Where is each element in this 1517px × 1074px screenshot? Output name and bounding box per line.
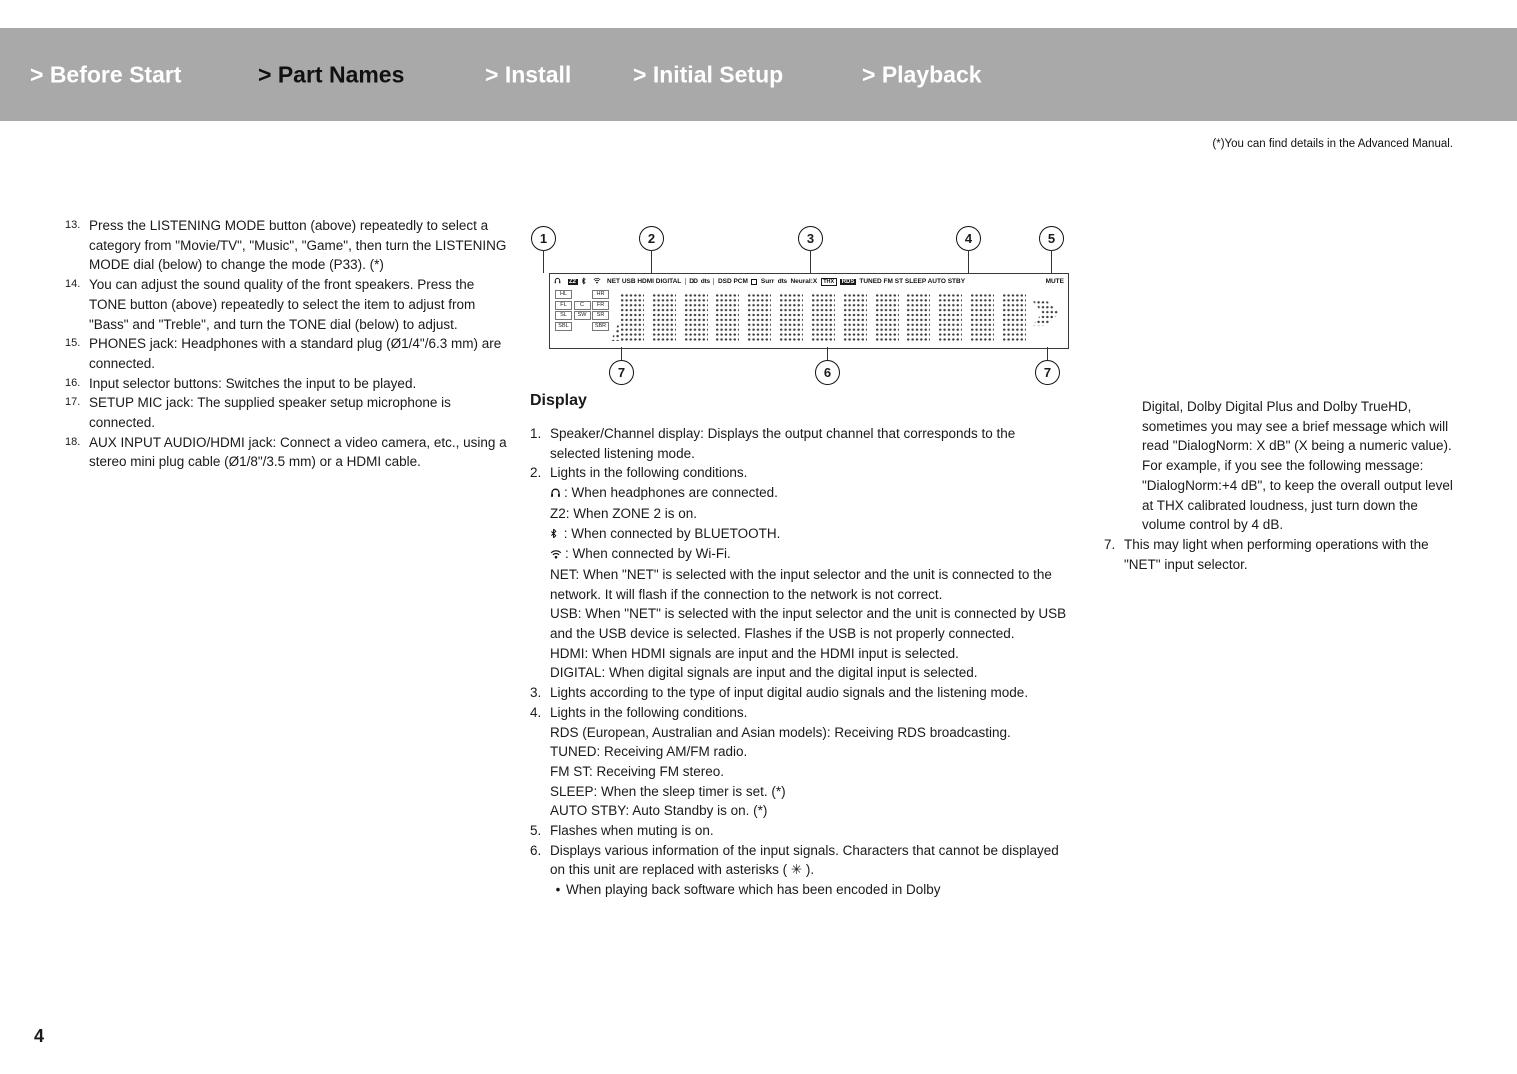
detail-line: : When connected by Wi-Fi. — [550, 544, 1068, 565]
list-item — [530, 463, 1068, 683]
speaker-box: SL — [555, 311, 572, 320]
detail-line: DIGITAL: When digital signals are input and the digital input is selected. — [550, 665, 978, 681]
detail-line: : When connected by BLUETOOTH. — [550, 524, 1068, 545]
list-item-number: 5. — [530, 823, 542, 839]
divider — [685, 278, 686, 285]
speaker-box: C — [574, 301, 591, 310]
nav-part-names: > Part Names — [258, 61, 405, 87]
leader-line — [543, 250, 544, 273]
matrix-char — [715, 293, 739, 341]
list-item — [65, 216, 510, 275]
list-item — [530, 683, 1068, 703]
list-item — [65, 393, 510, 432]
detail-line: HDMI: When HDMI signals are input and the HDMI input is selected. — [550, 645, 959, 661]
list-item — [530, 841, 1068, 900]
list-item-body — [550, 841, 1068, 900]
matrix-char — [652, 293, 676, 341]
front-display-diagram — [528, 222, 1070, 400]
bullet-marker: • — [555, 882, 561, 898]
matrix-char — [620, 293, 644, 341]
list-item-number: 7. — [1104, 536, 1116, 552]
matrix-char — [906, 293, 930, 341]
speaker-gap — [574, 290, 591, 299]
list-item-number: 15. — [65, 337, 81, 350]
speaker-box: SBR — [592, 322, 609, 331]
callout-4: 4 — [956, 226, 981, 251]
neural-x-indicator: Neural:X — [790, 278, 818, 285]
thx-indicator: THX — [821, 278, 837, 286]
list-item-body — [550, 463, 1068, 683]
list-item-text: Lights in the following conditions. — [550, 465, 748, 481]
list-item — [1104, 535, 1462, 574]
zone2-indicator: Z2 — [569, 278, 577, 285]
list-item-text: Input selector buttons: Switches the input to be played. — [89, 375, 417, 391]
wifi-icon — [550, 545, 562, 565]
matrix-char — [875, 293, 899, 341]
tuner-indicators: TUNED FM ST SLEEP AUTO STBY — [859, 278, 966, 285]
list-item-text: Speaker/Channel display: Displays the output channel that corresponds to the selected listening mode. — [550, 426, 1016, 461]
nav-playback: > Playback — [862, 61, 982, 87]
headphones-icon — [554, 277, 561, 286]
bluetooth-icon — [550, 525, 557, 545]
list-item — [530, 821, 1068, 841]
leader-line — [1047, 347, 1048, 360]
speaker-box: SBL — [555, 322, 572, 331]
callout-3: 3 — [798, 226, 823, 251]
detail-line: SLEEP: When the sleep timer is set. (*) — [550, 783, 786, 799]
list-item-text: Flashes when muting is on. — [550, 823, 714, 839]
list-item-number: 18. — [65, 435, 81, 448]
display-panel — [549, 273, 1069, 349]
list-item-number: 2. — [530, 465, 542, 481]
left-column — [65, 216, 510, 472]
list-item-text: PHONES jack: Headphones with a standard plug (Ø1/4"/6.3 mm) are connected. — [89, 336, 502, 371]
list-item-number: 6. — [530, 842, 542, 858]
list-item — [530, 424, 1068, 463]
list-item-body — [550, 703, 1068, 821]
speaker-box: SW — [574, 311, 591, 320]
speaker-box: HL — [555, 290, 572, 299]
detail-line: AUTO STBY: Auto Standby is on. (*) — [550, 803, 768, 819]
list-item-number: 3. — [530, 685, 542, 701]
list-item-text: This may light when performing operations with the "NET" input selector. — [1124, 536, 1429, 572]
matrix-char — [747, 293, 771, 341]
speaker-box: HR — [592, 290, 609, 299]
callout-2: 2 — [639, 226, 664, 251]
surr-indicator: Surr — [760, 278, 775, 285]
leader-line — [651, 250, 652, 273]
level-indicator-dots — [611, 319, 620, 341]
matrix-char — [811, 293, 835, 341]
list-item-number: 4. — [530, 704, 542, 720]
speaker-gap — [574, 322, 591, 331]
continuation-paragraph: Digital, Dolby Digital Plus and Dolby TrueHD, sometimes you may see a brief message which will read "DialogNorm: X dB" (X being a numeric value). For example, if you see the following message: "DialogNorm:+4 dB", to keep the overall output level at THX calibrated loudness, just turn down the volume control by 4 dB. — [1142, 399, 1453, 533]
list-item-number: 16. — [65, 376, 81, 389]
list-item — [65, 433, 510, 472]
cursor-arrow-pattern — [1032, 295, 1059, 331]
header-bar — [0, 28, 1517, 121]
detail-line: FM ST: Receiving FM stereo. — [550, 763, 725, 779]
list-item-number: 1. — [530, 426, 542, 441]
net-usb-hdmi-digital-indicator: NET USB HDMI DIGITAL — [607, 278, 682, 285]
leader-line — [810, 250, 811, 273]
advanced-manual-note: (*)You can find details in the Advanced Manual. — [1212, 138, 1453, 150]
matrix-char — [779, 293, 803, 341]
list-item — [65, 275, 510, 334]
rds-indicator: RDS — [841, 278, 855, 285]
headphones-icon — [550, 484, 561, 504]
matrix-char — [938, 293, 962, 341]
right-column — [1104, 397, 1462, 574]
bluetooth-icon — [581, 277, 586, 287]
list-item — [65, 374, 510, 394]
wifi-icon — [593, 277, 601, 286]
dts-indicator: dts — [700, 278, 710, 285]
detail-line: NET: When "NET" is selected with the input selector and the unit is connected to the network. It will flash if the connection to the network is not correct. — [550, 566, 1052, 602]
detail-line: USB: When "NET" is selected with the input selector and the unit is connected by USB and the USB device is selected. Flashes if the USB is not properly connected. — [550, 606, 1067, 642]
list-item-text: Displays various information of the input signals. Characters that cannot be displayed on this unit are replaced with asterisks ( ✳ ). — [550, 842, 1059, 878]
display-section — [530, 424, 1068, 900]
list-item-text: Press the LISTENING MODE button (above) repeatedly to select a category from "Movie/TV", "Music", "Game", then turn the LISTENING MODE dial (below) to change the mode (P33). (*) — [89, 218, 507, 273]
divider — [713, 278, 714, 285]
page-number: 4 — [34, 1026, 45, 1046]
list-item-number: 14. — [65, 278, 81, 291]
matrix-char — [684, 293, 708, 341]
list-item-text: SETUP MIC jack: The supplied speaker setup microphone is connected. — [89, 395, 451, 431]
mute-indicator: MUTE — [1045, 278, 1064, 285]
speaker-channel-display — [555, 290, 609, 331]
speaker-box: FL — [555, 301, 572, 310]
surround-format-icon — [751, 279, 757, 285]
leader-line — [621, 347, 622, 360]
detail-line: : When headphones are connected. — [550, 483, 1068, 504]
list-item-number: 13. — [65, 219, 81, 231]
list-item — [65, 334, 510, 373]
list-item — [530, 703, 1068, 821]
nav-initial-setup: > Initial Setup — [633, 61, 784, 87]
leader-line — [968, 250, 969, 273]
dolby-indicator: DD — [689, 278, 698, 285]
matrix-char — [1002, 293, 1026, 341]
list-item-text: Lights according to the type of input digital audio signals and the listening mode. — [550, 685, 1029, 701]
matrix-char — [843, 293, 867, 341]
list-item-text: Lights in the following conditions. — [550, 704, 748, 720]
callout-5: 5 — [1039, 226, 1064, 251]
list-item-text: AUX INPUT AUDIO/HDMI jack: Connect a video camera, etc., using a stereo mini plug cable (Ø1/8"/3.5 mm) or a HDMI cable. — [89, 434, 507, 470]
callout-6: 6 — [815, 360, 840, 385]
callout-7a: 7 — [609, 360, 634, 385]
list-item-text: You can adjust the sound quality of the front speakers. Press the TONE button (above) repeatedly to select the item to adjust from "Bass" and "Treble", and turn the TONE dial (below) to adjust. — [89, 277, 476, 332]
speaker-box: SR — [592, 311, 609, 320]
display-heading: Display — [530, 392, 587, 409]
speaker-box: FR — [592, 301, 609, 310]
detail-line: Z2: When ZONE 2 is on. — [550, 505, 698, 521]
callout-7b: 7 — [1035, 360, 1060, 385]
list-item-number: 17. — [65, 396, 81, 409]
dsd-pcm-indicator: DSD PCM — [717, 278, 748, 285]
leader-line — [1051, 250, 1052, 273]
callout-1: 1 — [531, 226, 556, 251]
nav-before-start: > Before Start — [30, 61, 182, 87]
bullet-text: When playing back software which has been encoded in Dolby — [566, 882, 941, 898]
matrix-char — [970, 293, 994, 341]
detail-line: RDS (European, Australian and Asian models): Receiving RDS broadcasting. — [550, 724, 1011, 740]
indicator-strip — [554, 276, 1064, 287]
leader-line — [827, 347, 828, 360]
bullet-line — [550, 880, 1068, 900]
detail-line: TUNED: Receiving AM/FM radio. — [550, 744, 748, 760]
dts-surround-indicator: dts — [777, 278, 787, 285]
dot-matrix-display — [620, 293, 1026, 341]
nav-install: > Install — [485, 61, 572, 87]
